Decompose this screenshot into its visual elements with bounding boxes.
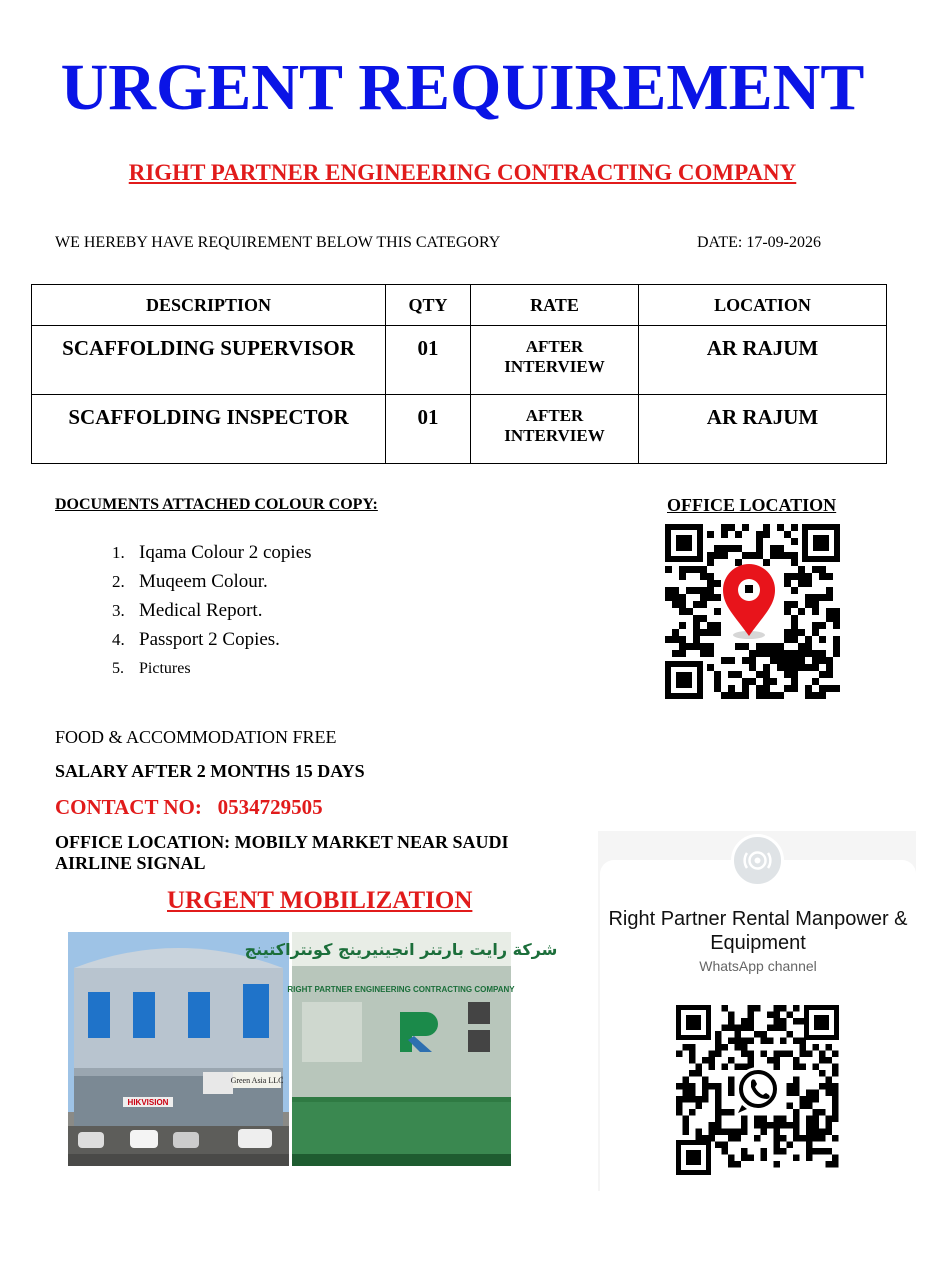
- cell-qty: 01: [386, 395, 471, 464]
- whatsapp-channel-qr-code[interactable]: [676, 1005, 839, 1175]
- table-row: [32, 395, 887, 464]
- list-item: [112, 625, 312, 654]
- column-header-rate: RATE: [471, 285, 639, 326]
- whatsapp-channel-type: WhatsApp channel: [699, 958, 817, 974]
- list-item: [112, 654, 312, 683]
- qr-finder-top-right: [804, 1005, 839, 1040]
- qr-finder-top-left: [665, 524, 703, 562]
- cell-description: SCAFFOLDING INSPECTOR: [32, 395, 386, 464]
- office-location-qr-code[interactable]: [665, 524, 840, 699]
- list-item-number: 1.: [112, 543, 125, 562]
- list-item-text: Passport 2 Copies.: [139, 629, 280, 650]
- list-item-number: 3.: [112, 601, 125, 620]
- intro-text: WE HEREBY HAVE REQUIREMENT BELOW THIS CATEGORY: [55, 234, 501, 251]
- list-item-number: 5.: [112, 660, 124, 677]
- list-item-text: Iqama Colour 2 copies: [139, 542, 312, 563]
- table-header-row: [32, 285, 887, 326]
- channel-icon: [734, 837, 781, 884]
- qr-finder-top-right: [802, 524, 840, 562]
- column-header-description: DESCRIPTION: [32, 285, 386, 326]
- office-address: OFFICE LOCATION: MOBILY MARKET NEAR SAUDI AIRLINE SIGNAL: [55, 832, 509, 873]
- company-name: RIGHT PARTNER ENGINEERING CONTRACTING COMPANY: [128, 160, 797, 185]
- cell-location: AR RAJUM: [639, 326, 887, 395]
- whatsapp-channel-name: Right Partner Rental Manpower & Equipment: [608, 908, 908, 954]
- documents-list: [112, 538, 312, 683]
- whatsapp-channel-avatar: [731, 834, 784, 887]
- cell-rate-line1: AFTER: [525, 406, 584, 425]
- list-item-text: Muqeem Colour.: [139, 571, 268, 592]
- cell-rate-line2: INTERVIEW: [504, 426, 605, 445]
- salary-text: SALARY AFTER 2 MONTHS 15 DAYS: [55, 761, 365, 781]
- cell-description: SCAFFOLDING SUPERVISOR: [32, 326, 386, 395]
- store-sign: HIKVISION: [127, 1098, 169, 1107]
- table-row: [32, 326, 887, 395]
- list-item: [112, 538, 312, 567]
- list-item: [112, 596, 312, 625]
- office-sign-english: RIGHT PARTNER ENGINEERING CONTRACTING COMPANY: [287, 985, 515, 994]
- cell-rate: [471, 395, 639, 464]
- qr-finder-bottom-left: [665, 661, 703, 699]
- cell-rate-line2: INTERVIEW: [504, 357, 605, 376]
- cell-rate-line1: AFTER: [525, 337, 584, 356]
- cell-location: AR RAJUM: [639, 395, 887, 464]
- building-sign: Green Asia LLC: [230, 1076, 284, 1085]
- list-item-number: 4.: [112, 630, 125, 649]
- column-header-location: LOCATION: [639, 285, 887, 326]
- cell-qty: 01: [386, 326, 471, 395]
- list-item-text: Medical Report.: [139, 600, 263, 621]
- office-building-photo: [68, 932, 289, 1166]
- list-item: [112, 567, 312, 596]
- documents-heading: DOCUMENTS ATTACHED COLOUR COPY:: [55, 496, 378, 513]
- qr-finder-bottom-left: [676, 1140, 711, 1175]
- column-header-qty: QTY: [386, 285, 471, 326]
- page-title: URGENT REQUIREMENT: [60, 51, 865, 124]
- document-date: DATE: 17-09-2026: [697, 234, 821, 251]
- contact-phone[interactable]: 0534729505: [217, 795, 323, 819]
- qr-finder-top-left: [676, 1005, 711, 1040]
- food-accommodation-text: FOOD & ACCOMMODATION FREE: [55, 727, 337, 747]
- list-item-number: 2.: [112, 572, 125, 591]
- cell-rate: [471, 326, 639, 395]
- office-sign-arabic: شركة رايت بارتنر انجينيرينج كونتراكتينج: [244, 940, 558, 959]
- contact-label: CONTACT NO:: [55, 795, 202, 819]
- mobilization-heading: URGENT MOBILIZATION: [167, 887, 473, 914]
- requirement-table: [31, 284, 887, 464]
- list-item-text: Pictures: [139, 660, 191, 677]
- contact-number: [55, 795, 323, 820]
- office-location-heading: OFFICE LOCATION: [667, 495, 837, 515]
